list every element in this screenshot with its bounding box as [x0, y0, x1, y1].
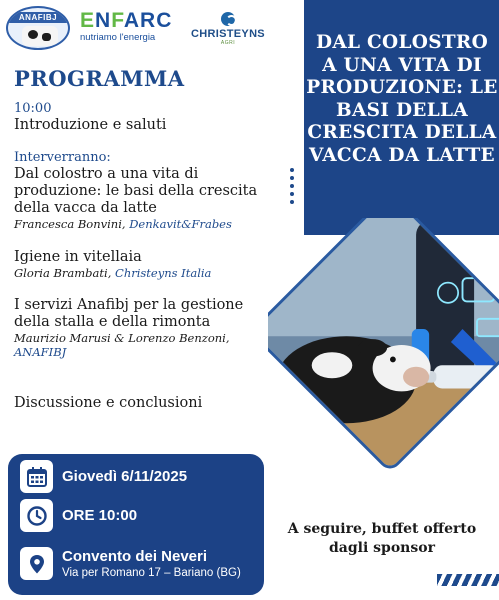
- program-intro-text: Introduzione e saluti: [14, 117, 167, 133]
- program-time: 10:00: [14, 101, 52, 116]
- venue-row: [20, 547, 241, 580]
- program-title: PROGRAMMA: [14, 66, 185, 91]
- venue-address: Via per Romano 17 – Bariano (BG): [62, 567, 241, 579]
- clock-icon: [20, 499, 53, 532]
- location-pin-icon: [20, 547, 53, 580]
- venue-name: Convento dei Neveri: [62, 548, 208, 565]
- christeyns-logo: [188, 12, 268, 50]
- christeyns-name: CHRISTEYNS: [191, 28, 265, 40]
- christeyns-mark-icon: [221, 12, 235, 26]
- program-closing: [14, 395, 274, 412]
- event-time: ORE 10:00: [62, 507, 138, 524]
- photo-frame: [268, 218, 499, 498]
- closing-text: Discussione e conclusioni: [14, 395, 203, 411]
- enfarc-logo: [80, 10, 178, 46]
- enfarc-tagline: nutriamo l'energia: [80, 32, 156, 43]
- program-talk3: [14, 297, 274, 359]
- talk2-title: Igiene in vitellaia: [14, 249, 142, 265]
- talk2-speaker: Gloria Brambati, Christeyns Italia: [14, 266, 212, 280]
- decorative-dots: [290, 168, 294, 208]
- date-row: [20, 460, 187, 493]
- cow-icon: [22, 26, 58, 46]
- program-talk2: [14, 249, 274, 280]
- event-info-box: [8, 454, 264, 595]
- christeyns-sub: AGRI: [220, 40, 236, 46]
- event-headline: DAL COLOSTRO A UNA VITA DI PRODUZIONE: LE BASI DELLA CRESCITA DELLA VACCA DA LATTE: [306, 32, 498, 166]
- event-date: Giovedì 6/11/2025: [62, 468, 188, 485]
- program-intro: [14, 101, 274, 134]
- decorative-stripes: [437, 574, 499, 586]
- enfarc-wordmark: ENFARC: [80, 9, 173, 32]
- speakers-label: Interverranno:: [14, 150, 111, 165]
- anafibj-logo: [6, 6, 70, 50]
- program-talk1: [14, 150, 274, 231]
- calf-feeding-photo: [268, 218, 499, 473]
- calendar-icon: [20, 460, 53, 493]
- talk1-title: Dal colostro a una vita di produzione: le basi della crescita della vacca da latte: [14, 166, 258, 216]
- anafibj-logo-text: ANAFIBJ: [8, 12, 68, 23]
- talk1-org: Denkavit&Frabes: [129, 217, 232, 231]
- talk3-speaker: Maurizio Marusi & Lorenzo Benzoni,: [14, 331, 230, 345]
- talk1-speaker: Francesca Bonvini, Denkavit&Frabes: [14, 217, 232, 231]
- talk3-org: ANAFIBJ: [14, 345, 67, 359]
- talk3-title: I servizi Anafibj per la gestione della stalla e della rimonta: [14, 297, 244, 330]
- followup-text: A seguire, buffet offerto dagli sponsor: [287, 521, 477, 556]
- venue-text: [62, 548, 241, 579]
- time-row: [20, 499, 137, 532]
- talk2-org: Christeyns Italia: [115, 266, 212, 280]
